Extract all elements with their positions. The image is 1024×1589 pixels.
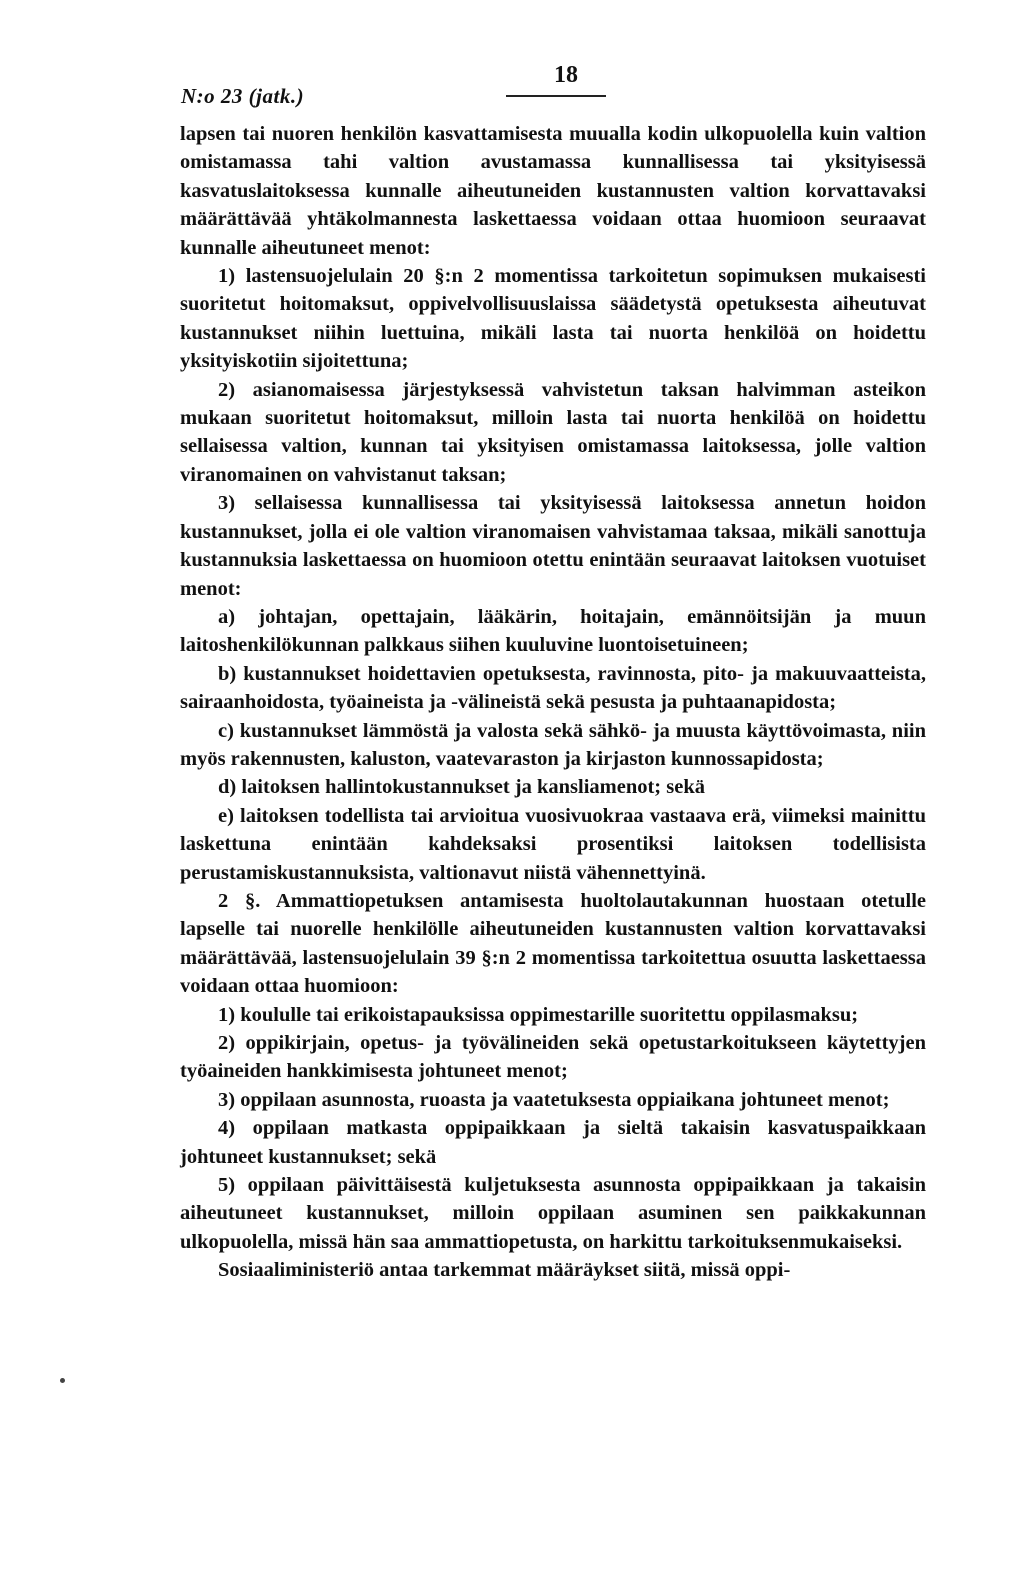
page-number: 18 — [554, 62, 578, 88]
subitem-b-care-costs: b) kustannukset hoidettavien opetuksesta, ravinnosta, pito- ja makuuvaatteista, sairaanhoidosta, työaineista ja -välineistä sekä pesusta ja puhtaanapidosta; — [180, 662, 926, 714]
item-3-institution-costs: 3) sellaisessa kunnallisessa tai yksityisessä laitoksessa annetun hoidon kustannukset, jolla ei ole valtion viranomaisen vahvistamaa taksaa, mikäli sanottuja kustannuksia laskettaessa on huomioon otettu enintään seuraavat laitoksen vuotuiset menot: — [180, 492, 926, 600]
scan-speck — [60, 1378, 65, 1383]
item-2-tariff-fees: 2) asianomaisessa järjestyksessä vahvistetun taksan halvimman asteikon mukaan suoritetut hoitomaksut, milloin lasta tai nuorta henkilöä on hoidettu sellaisessa valtion, kunnan tai yksityisen omistamassa laitoksessa, jolle valtion viranomainen on vahvistanut taksan; — [180, 378, 926, 486]
body-text — [180, 120, 926, 1285]
item-1-childcare-fees: 1) lastensuojelulain 20 §:n 2 momentissa tarkoitetun sopimuksen mukaisesti suoritetut hoitomaksut, oppivelvollisuuslaissa säädetystä opetuksesta aiheutuvat kustannukset niihin luettuina, mikäli lasta tai nuorta henkilöä on hoidettu yksityiskotiin sijoitettuna; — [180, 265, 926, 373]
vocational-item-3: 3) oppilaan asunnosta, ruoasta ja vaatetuksesta oppiaikana johtuneet menot; — [218, 1088, 890, 1111]
subitem-d-administration: d) laitoksen hallintokustannukset ja kansliamenot; sekä — [218, 776, 705, 799]
paragraph-intro: lapsen tai nuoren henkilön kasvattamisesta muualla kodin ulkopuolella kuin valtion omistamassa tahi valtion avustamassa kunnallisessa tai yksityisessä kasvatuslaitoksessa kunnalle aiheutuneiden kustannusten valtion korvattavaksi määrättävää yhtäkolmannesta laskettaessa voidaan ottaa huomioon seuraavat kunnalle aiheutuneet menot: — [180, 123, 926, 259]
vocational-item-5: 5) oppilaan päivittäisestä kuljetuksesta asunnosta oppipaikkaan ja takaisin aiheutuneet kustannukset, milloin oppilaan asuminen sen paikkakunnan ulkopuolella, missä hän saa ammattiopetusta, on harkittu tarkoituksenmukaiseksi. — [180, 1174, 926, 1253]
subitem-c-heating-maintenance: c) kustannukset lämmöstä ja valosta sekä sähkö- ja muusta käyttövoimasta, niin myös rakennusten, kaluston, vaatevaraston ja kirjaston kunnossapidosta; — [180, 719, 926, 770]
closing-paragraph: Sosiaaliministeriö antaa tarkemmat määräykset siitä, missä oppi- — [218, 1259, 791, 1282]
vocational-item-2: 2) oppikirjain, opetus- ja työvälineiden sekä opetustarkoitukseen käytettyjen työaineiden hankkimisesta johtuneet menot; — [180, 1032, 926, 1083]
running-header: N:o 23 (jatk.) — [181, 84, 305, 108]
subitem-a-staff-salaries: a) johtajan, opettajain, lääkärin, hoitajain, emännöitsijän ja muun laitoshenkilökunnan palkkaus siihen kuuluvine luontoisetuineen; — [180, 605, 926, 657]
header-rule — [506, 95, 606, 97]
subitem-e-rent: e) laitoksen todellista tai arvioitua vuosivuokraa vastaava erä, viimeksi mainittu laskettuna enintään kahdeksaksi prosentiksi laitoksen todellisista perustamiskustannuksista, valtionavut niistä vähennettyinä. — [180, 804, 926, 884]
vocational-item-1: 1) koululle tai erikoistapauksissa oppimestarille suoritettu oppilasmaksu; — [218, 1003, 859, 1026]
section-2-vocational-training: 2 §. Ammattiopetuksen antamisesta huoltolautakunnan huostaan otetulle lapselle tai nuorelle henkilölle aiheutuneiden kustannusten valtion korvattavaksi määrättävää, lastensuojelulain 39 §:n 2 momentissa tarkoitettua osuutta laskettaessa voidaan ottaa huomioon: — [180, 889, 926, 998]
vocational-item-4: 4) oppilaan matkasta oppipaikkaan ja sieltä takaisin kasvatuspaikkaan johtuneet kustannukset; sekä — [180, 1117, 926, 1168]
